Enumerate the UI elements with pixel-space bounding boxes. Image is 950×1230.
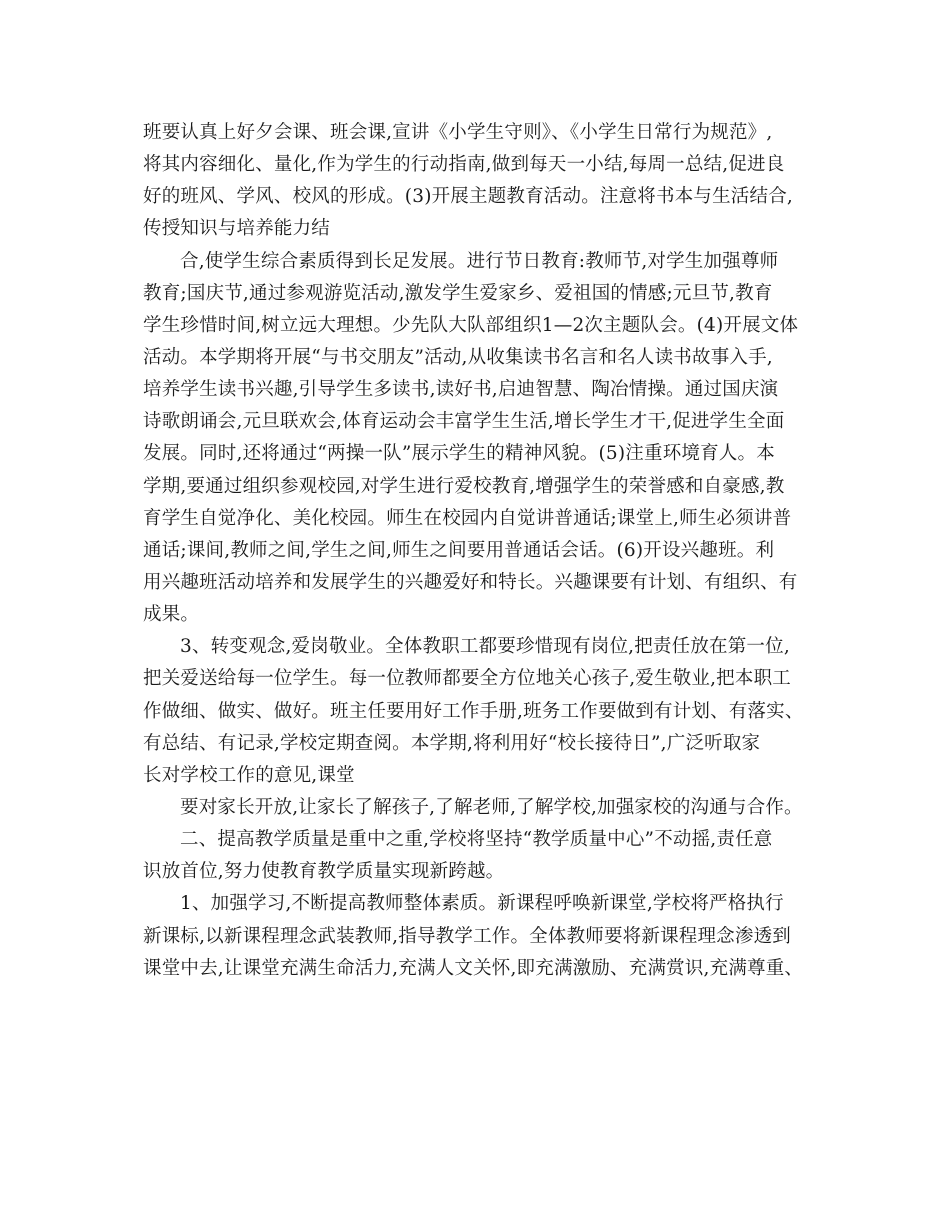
text-line: 传授知识与培养能力结: [143, 218, 331, 240]
text-line: 诗歌朗诵会,元旦联欢会,体育运动会丰富学生生活,增长学生才干,促进学生全面: [143, 411, 785, 433]
text-line: 1、加强学习,不断提高教师整体素质。新课程呼唤新课堂,学校将严格执行: [180, 893, 784, 915]
text-line: 学期,要通过组织参观校园,对学生进行爱校教育,增强学生的荣誉感和自豪感,教: [143, 475, 785, 497]
text-line: 活动。本学期将开展“与书交朋友”活动,从收集读书名言和名人读书故事入手,: [143, 346, 773, 368]
text-line: 班要认真上好夕会课、班会课,宣讲《小学生守则》、《小学生日常行为规范》,: [143, 122, 773, 143]
text-line: 识放首位,努力使教育教学质量实现新跨越。: [143, 861, 505, 883]
document-body: [143, 117, 823, 985]
text-line: 把关爱送给每一位学生。每一位教师都要全方位地关心孩子,爱生敬业,把本职工: [143, 668, 791, 690]
text-line: 新课标,以新课程理念武装教师,指导教学工作。全体教师要将新课程理念渗透到: [143, 925, 791, 947]
text-line: 学生珍惜时间,树立远大理想。少先队大队部组织1—2次主题队会。(4)开展文体: [143, 314, 799, 336]
text-line: 二、提高教学质量是重中之重,学校将坚持“教学质量中心”不动摇,责任意: [180, 829, 773, 851]
text-line: 要对家长开放,让家长了解孩子,了解老师,了解学校,加强家校的沟通与合作。: [180, 796, 803, 818]
text-line: 有总结、有记录,学校定期查阅。本学期,将利用好“校长接待日”,广泛听取家: [143, 732, 761, 754]
text-line: 将其内容细化、量化,作为学生的行动指南,做到每天一小结,每周一总结,促进良: [143, 154, 785, 176]
text-line: 育学生自觉净化、美化校园。师生在校园内自觉讲普通话;课堂上,师生必须讲普: [143, 507, 792, 529]
text-line: 3、转变观念,爱岗敬业。全体教职工都要珍惜现有岗位,把责任放在第一位,: [180, 636, 790, 658]
text-line: 发展。同时,还将通过“两操一队”展示学生的精神风貌。(5)注重环境育人。本: [143, 443, 775, 465]
text-line: 长对学校工作的意见,课堂: [143, 764, 355, 786]
text-line: 好的班风、学风、校风的形成。(3)开展主题教育活动。注意将书本与生活结合,: [143, 186, 793, 208]
text-line: 培养学生读书兴趣,引导学生多读书,读好书,启迪智慧、陶冶情操。通过国庆演: [143, 379, 779, 401]
text-line: 用兴趣班活动培养和发展学生的兴趣爱好和特长。兴趣课要有计划、有组织、有: [143, 571, 798, 593]
text-line: 通话;课间,教师之间,学生之间,师生之间要用普通话会话。(6)开设兴趣班。利: [143, 539, 775, 561]
text-line: 成果。: [143, 604, 200, 626]
text-line: 教育;国庆节,通过参观游览活动,激发学生爱家乡、爱祖国的情感;元旦节,教育: [143, 282, 773, 304]
text-line: 作做细、做实、做好。班主任要用好工作手册,班务工作要做到有计划、有落实、: [143, 700, 804, 722]
text-line: 课堂中去,让课堂充满生命活力,充满人文关怀,即充满激励、充满赏识,充满尊重、: [143, 957, 804, 979]
text-line: 合,使学生综合素质得到长足发展。进行节日教育:教师节,对学生加强尊师: [180, 250, 779, 272]
